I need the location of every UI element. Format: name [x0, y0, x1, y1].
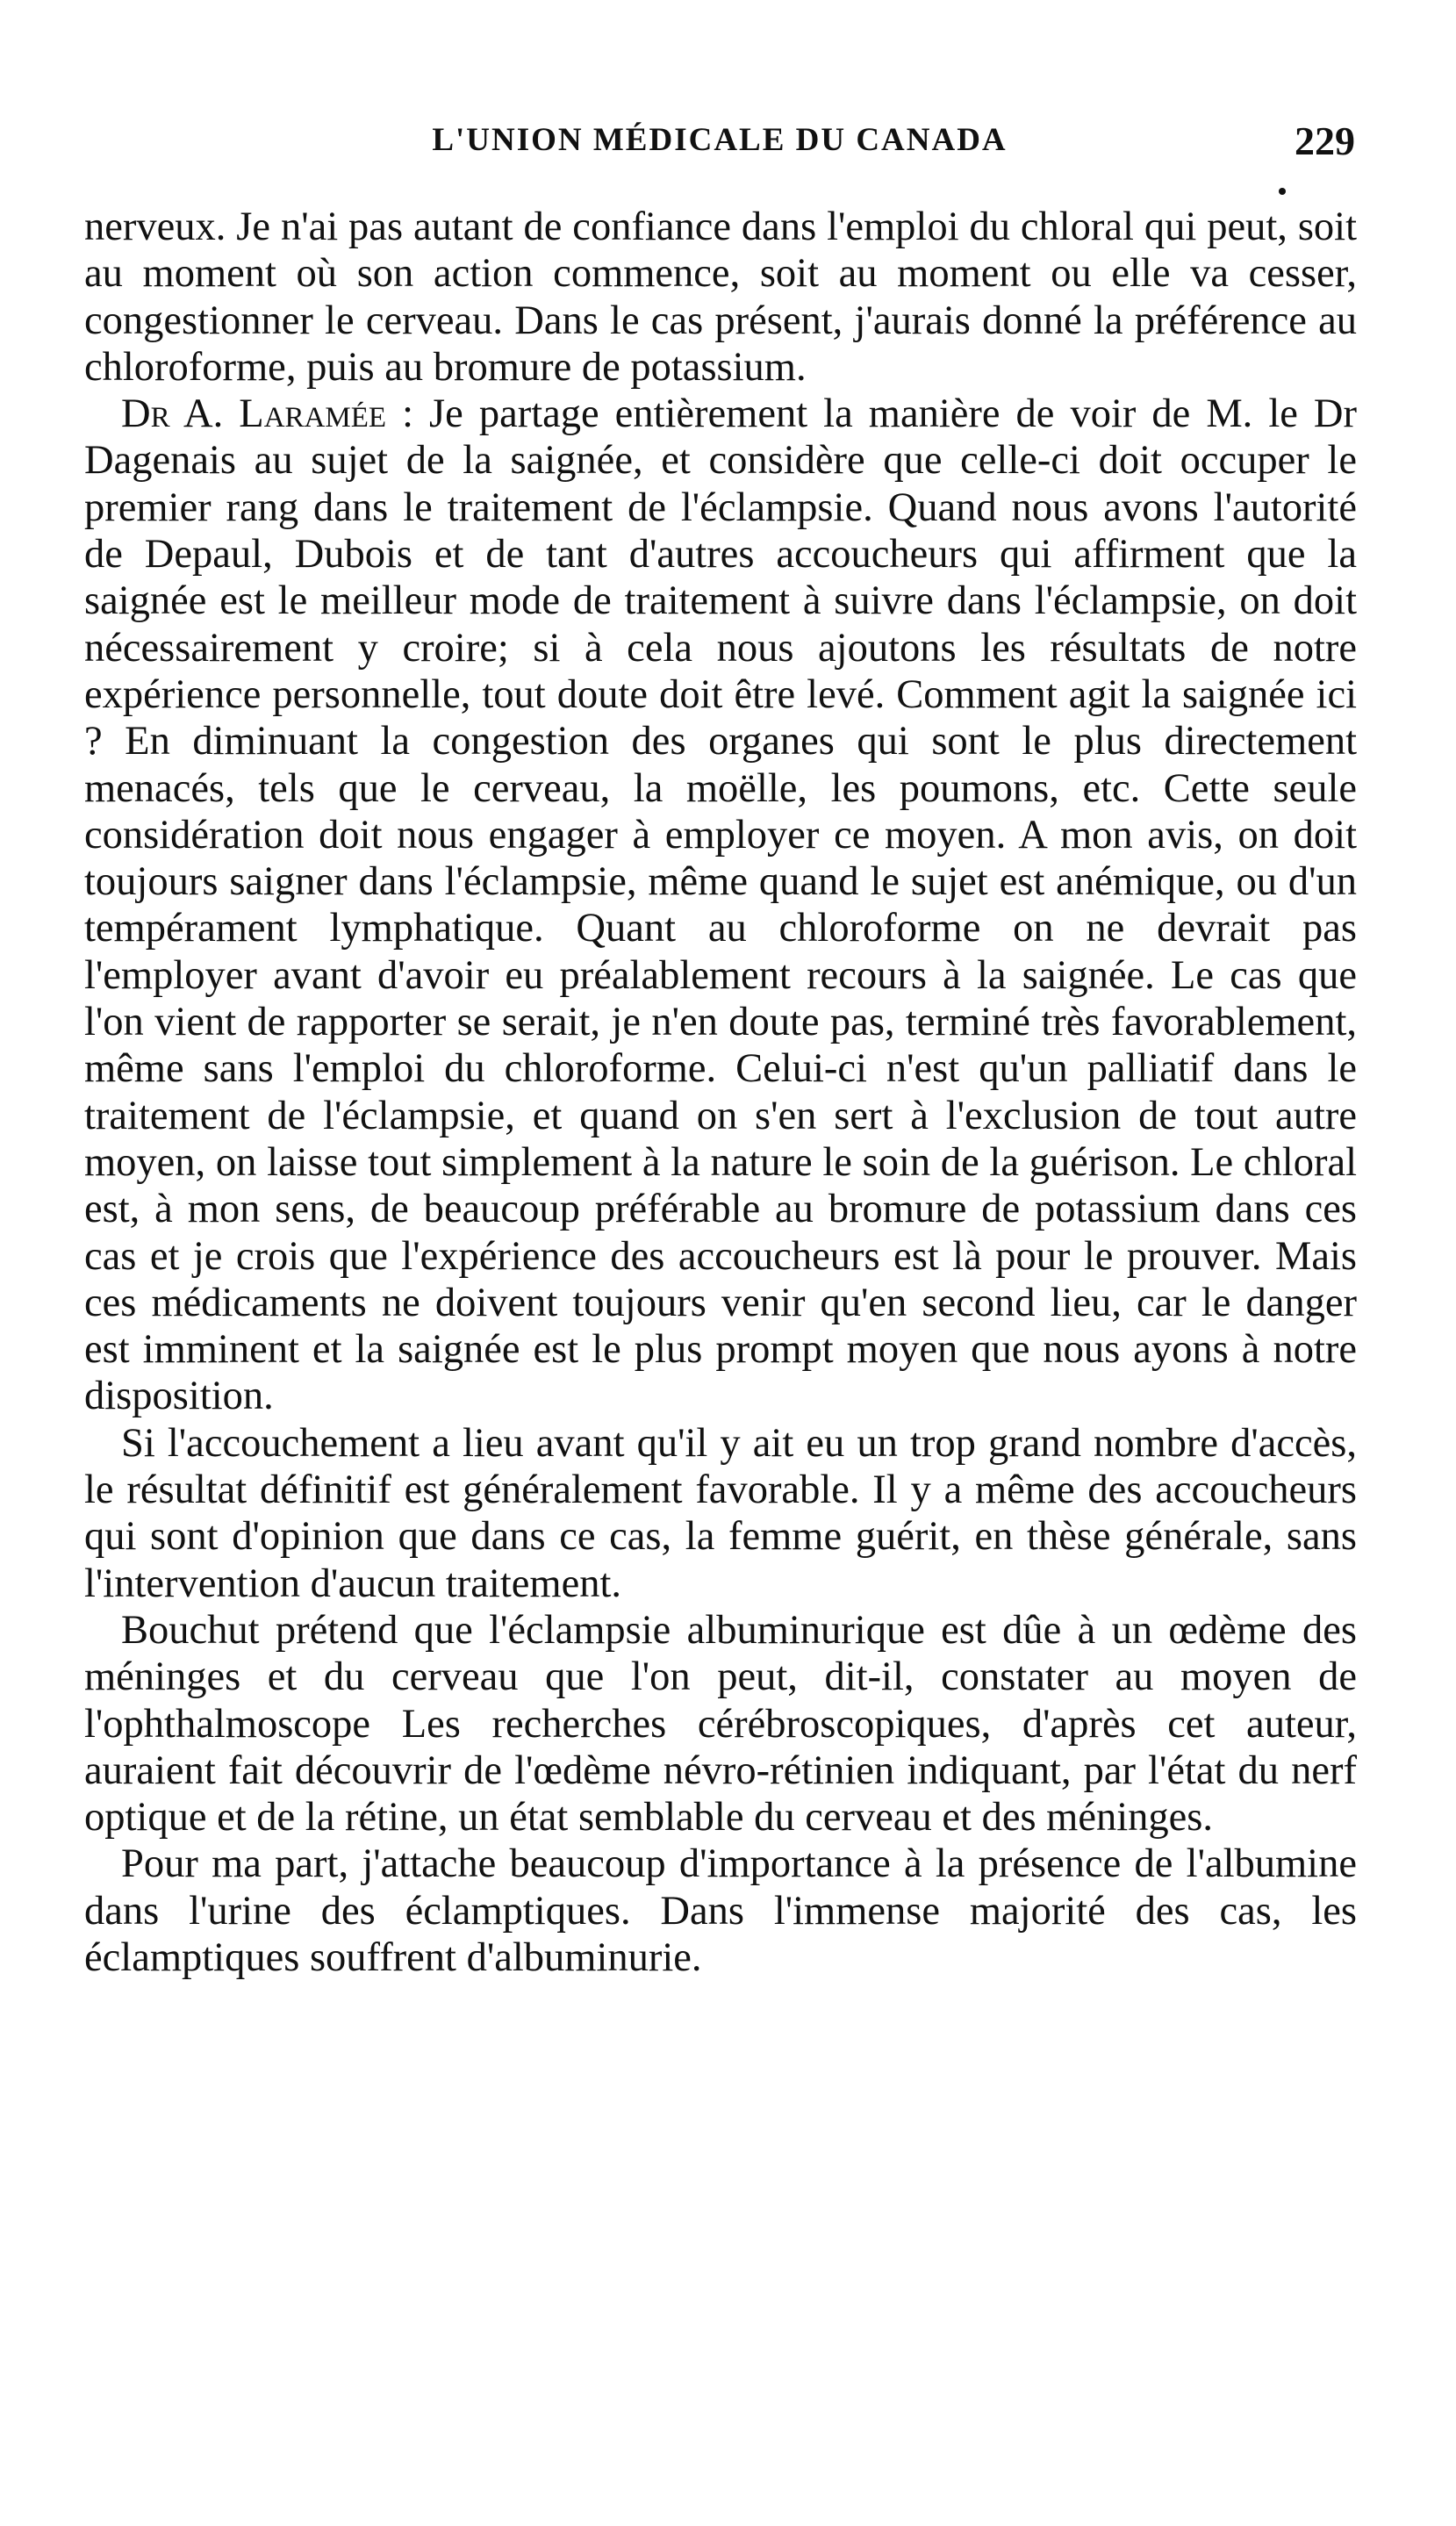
running-title: L'UNION MÉDICALE DU CANADA: [432, 122, 1008, 158]
paragraph-4-text: Bouchut prétend que l'éclampsie albuminurique est dûe à un œdème des méninges et du cerveau que l'on peut, dit-il, constater au moyen de l'ophthalmoscope Les recherches cérébroscopiques, d'après cet auteur, auraient fait découvrir de l'œdème névro-rétinien indiquant, par l'état du nerf optique et de la rétine, un état semblable du cerveau et des méninges.: [84, 1607, 1357, 1841]
page-number: 229: [1295, 118, 1355, 163]
paragraph-1-text: nerveux. Je n'ai pas autant de confiance dans l'emploi du chloral qui peut, soit au moment où son action commence, soit au moment ou elle va cesser, congestionner le cerveau. Dans le cas présent, j'aurais donné la préférence au chloroforme, puis au bromure de potassium.: [84, 205, 1357, 390]
paragraph-5-text: Pour ma part, j'attache beaucoup d'importance à la présence de l'albumine dans l'urine des éclamptiques. Dans l'immense majorité des cas, les éclamptiques souffrent d'albuminurie.: [84, 1841, 1357, 1980]
body-text: [84, 204, 1357, 1981]
paragraph-2: [84, 391, 1357, 1420]
paragraph-1: [84, 204, 1357, 391]
paragraph-4: [84, 1607, 1357, 1841]
paragraph-3: [84, 1420, 1357, 1607]
paragraph-5: [84, 1841, 1357, 1981]
printer-dot-mark: [1279, 188, 1286, 195]
speaker-name: Dr A. Laramée :: [121, 391, 413, 437]
paragraph-3-text: Si l'accouchement a lieu avant qu'il y ait eu un trop grand nombre d'accès, le résultat définitif est généralement favorable. Il y a même des accoucheurs qui sont d'opinion que dans ce cas, la femme guérit, en thèse générale, sans l'intervention d'aucun traitement.: [84, 1420, 1357, 1606]
running-header: [84, 118, 1355, 174]
paragraph-2-text: Je partage entièrement la manière de voir de M. le Dr Dagenais au sujet de la saignée, et considère que celle-ci doit occuper le premier rang dans le traitement de l'éclampsie. Quand nous avons l'autorité de Depaul, Dubois et de tant d'autres accoucheurs qui affirment que la saignée est le meilleur mode de traitement à suivre dans l'éclampsie, on doit nécessairement y croire; si à cela nous ajoutons les résultats de notre expérience personnelle, tout doute doit être levé. Comment agit la saignée ici ? En diminuant la congestion des organes qui sont le plus directement menacés, tels que le cerveau, la moëlle, les poumons, etc. Cette seule considération doit nous engager à employer ce moyen. A mon avis, on doit toujours saigner dans l'éclampsie, même quand le sujet est anémique, ou d'un tempérament lymphatique. Quant au chloroforme on ne devrait pas l'employer avant d'avoir eu préalablement recours à la saignée. Le cas que l'on vient de rapporter se serait, je n'en doute pas, terminé très favorablement, même sans l'emploi du chloroforme. Celui-ci n'est qu'un palliatif dans le traitement de l'éclampsie, et quand on s'en sert à l'exclusion de tout autre moyen, on laisse tout simplement à la nature le soin de la guérison. Le chloral est, à mon sens, de beaucoup préférable au bromure de potassium dans ces cas et je crois que l'expérience des accoucheurs est là pour le prouver. Mais ces médicaments ne doivent toujours venir qu'en second lieu, car le danger est imminent et la saignée est le plus prompt moyen que nous ayons à notre disposition.: [84, 391, 1358, 1419]
